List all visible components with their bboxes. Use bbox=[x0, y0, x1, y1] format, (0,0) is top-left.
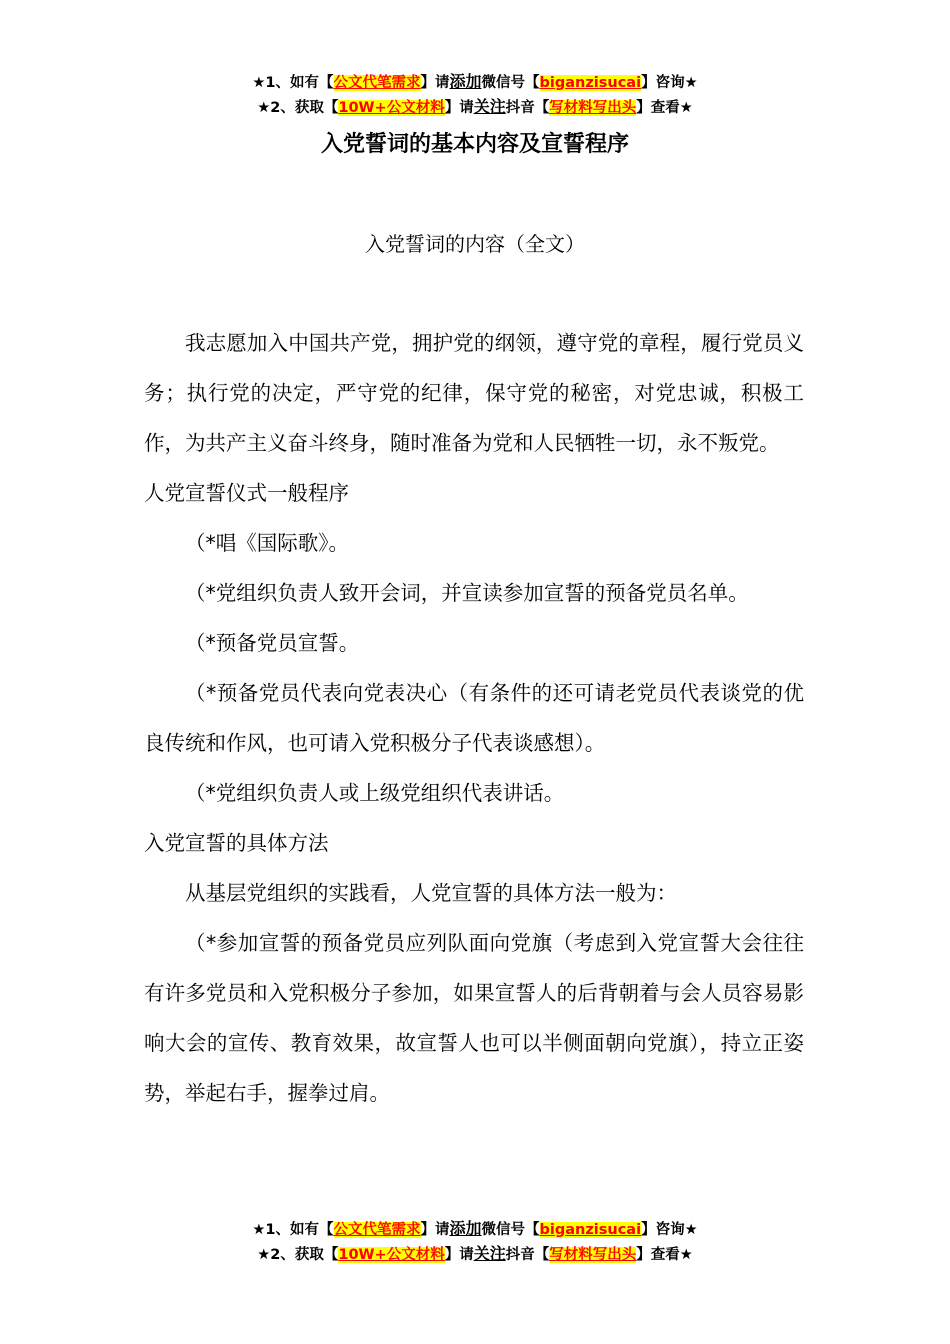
promo-text: 微信号【 bbox=[481, 75, 540, 91]
procedure-step: （*党组织负责人致开会词，并宣读参加宣誓的预备党员名单。 bbox=[185, 581, 749, 605]
promo-text: 】请 bbox=[420, 1222, 450, 1238]
oath-paragraph: 我志愿加入中国共产党，拥护党的纲领，遵守党的章程，履行党员义务；执行党的决定，严守党的纪律，保守党的秘密，对党忠诚，积极工作，为共产主义奋斗终身，随时准备为党和人民牺牲一切，永不叛党。 bbox=[144, 331, 804, 455]
promo-text: 抖音【 bbox=[505, 1247, 550, 1263]
promo-text: 】咨询★ bbox=[641, 75, 698, 91]
promo-highlight: 公文代笔需求 bbox=[333, 75, 421, 91]
promo-text: ★2、获取【 bbox=[257, 1247, 339, 1263]
section-heading-procedure: 人党宣誓仪式一般程序 bbox=[144, 481, 349, 505]
promo-banner-top bbox=[0, 70, 950, 120]
promo-text: ★1、如有【 bbox=[252, 75, 334, 91]
promo-text: 微信号【 bbox=[481, 1222, 540, 1238]
promo-highlight: 写材料写出头 bbox=[549, 100, 637, 116]
promo-underline: 添加 bbox=[449, 1219, 482, 1238]
promo-line-1 bbox=[0, 70, 950, 95]
promo-highlight: 10W+公文材料 bbox=[338, 100, 445, 116]
procedure-step: （*唱《国际歌》。 bbox=[185, 531, 349, 555]
promo-banner-bottom bbox=[0, 1217, 950, 1267]
promo-text: 】查看★ bbox=[636, 100, 693, 116]
promo-highlight: 公文代笔需求 bbox=[333, 1222, 421, 1238]
document-body bbox=[144, 318, 804, 1118]
promo-underline: 添加 bbox=[449, 72, 482, 91]
promo-line-2 bbox=[0, 1242, 950, 1267]
promo-underline: 关注 bbox=[473, 97, 506, 116]
promo-underline: 关注 bbox=[473, 1244, 506, 1263]
promo-text: 】请 bbox=[444, 100, 474, 116]
promo-text: 】咨询★ bbox=[641, 1222, 698, 1238]
document-subtitle: 入党誓词的内容（全文） bbox=[365, 232, 585, 256]
promo-highlight: biganzisucai bbox=[539, 75, 642, 91]
promo-text: 】请 bbox=[420, 75, 450, 91]
promo-text: 】请 bbox=[444, 1247, 474, 1263]
procedure-step: （*党组织负责人或上级党组织代表讲话。 bbox=[185, 781, 565, 805]
promo-highlight: 10W+公文材料 bbox=[338, 1247, 445, 1263]
procedure-step: （*预备党员代表向党表决心（有条件的还可请老党员代表谈党的优良传统和作风，也可请入党积极分子代表谈感想）。 bbox=[144, 681, 804, 755]
document-title: 入党誓词的基本内容及宣誓程序 bbox=[320, 132, 629, 157]
method-step: （*参加宣誓的预备党员应列队面向党旗（考虑到入党宣誓大会往往有许多党员和入党积极分子参加，如果宣誓人的后背朝着与会人员容易影响大会的宣传、教育效果，故宣誓人也可以半侧面朝向党旗），持立正姿势，举起右手，握拳过肩。 bbox=[144, 931, 804, 1105]
section-heading-method: 入党宣誓的具体方法 bbox=[144, 831, 329, 855]
promo-line-1 bbox=[0, 1217, 950, 1242]
promo-text: ★2、获取【 bbox=[257, 100, 339, 116]
method-intro: 从基层党组织的实践看，人党宣誓的具体方法一般为： bbox=[185, 881, 677, 905]
promo-highlight: biganzisucai bbox=[539, 1222, 642, 1238]
promo-text: 】查看★ bbox=[636, 1247, 693, 1263]
procedure-step: （*预备党员宣誓。 bbox=[185, 631, 360, 655]
promo-text: ★1、如有【 bbox=[252, 1222, 334, 1238]
promo-highlight: 写材料写出头 bbox=[549, 1247, 637, 1263]
promo-text: 抖音【 bbox=[505, 100, 550, 116]
promo-line-2 bbox=[0, 95, 950, 120]
